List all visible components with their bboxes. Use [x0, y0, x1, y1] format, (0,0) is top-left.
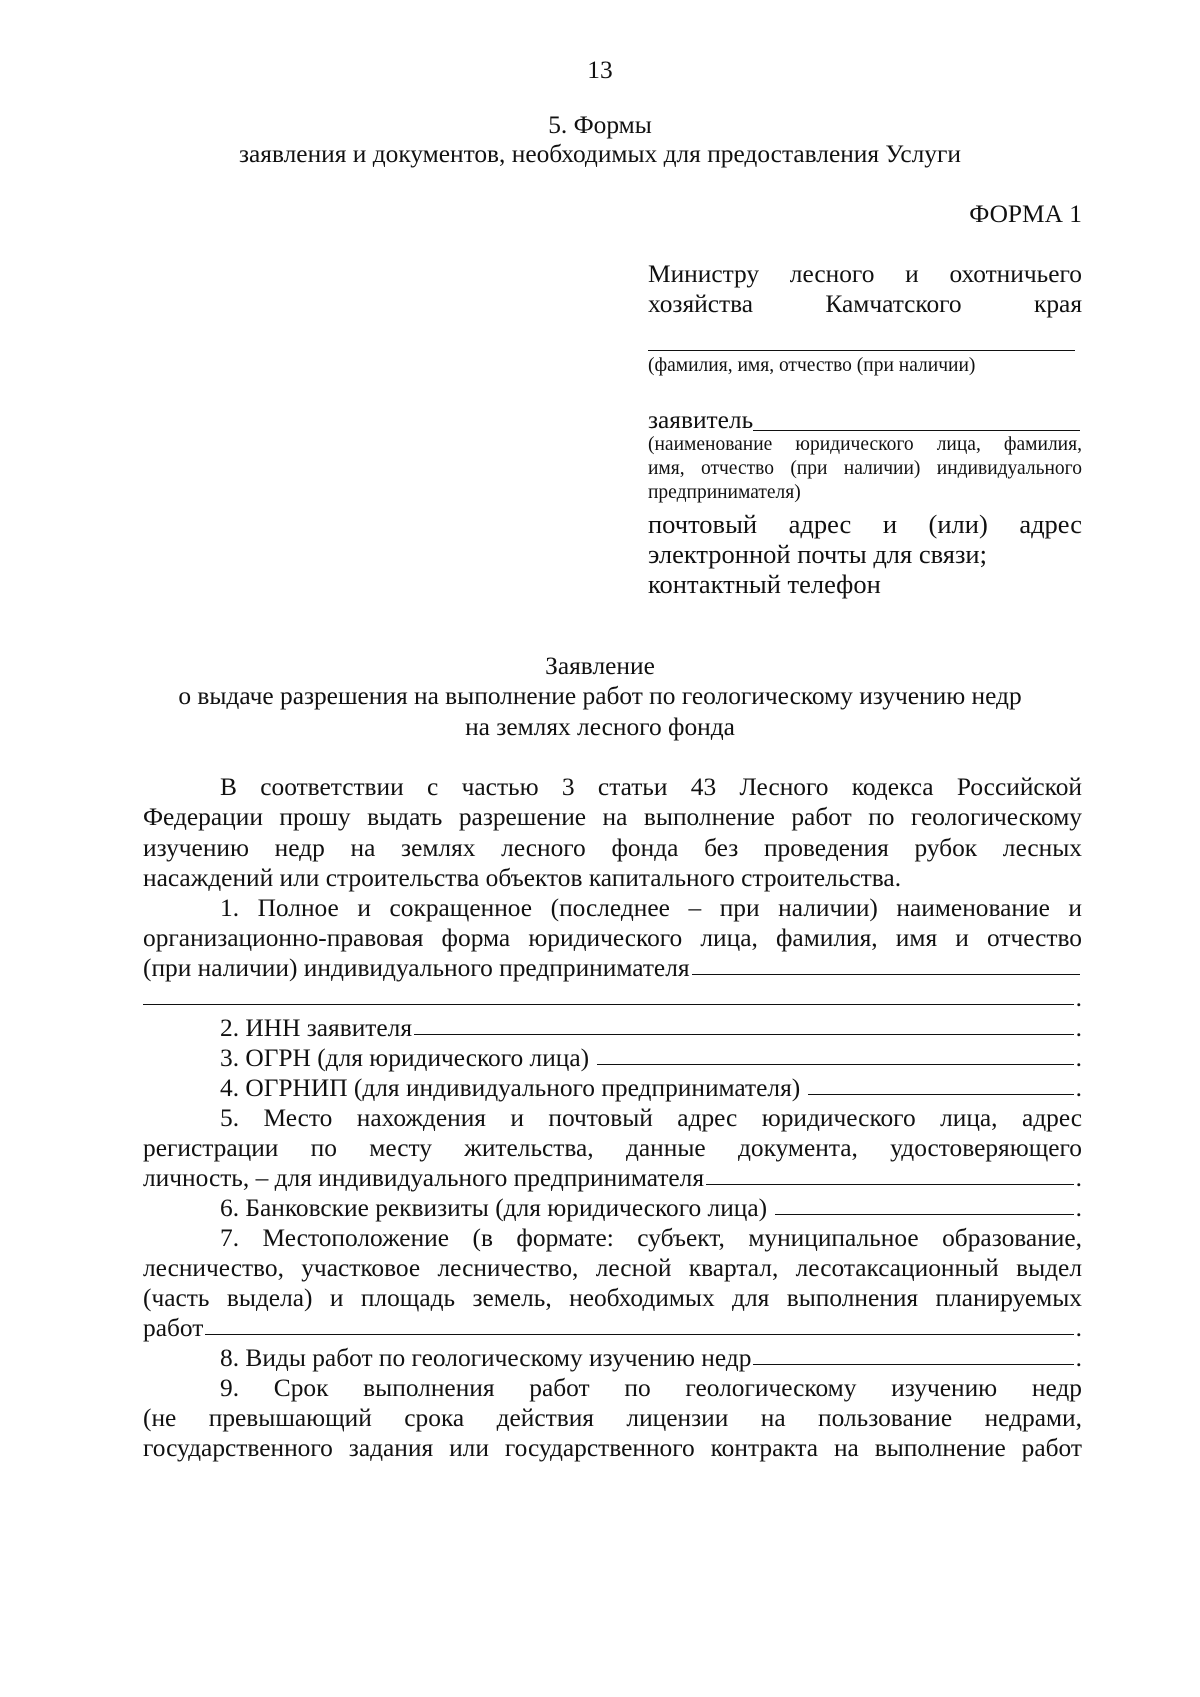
contact-line-3: контактный телефон: [648, 569, 881, 599]
contact-line-1: [648, 511, 1082, 538]
item1-line-2: организационно-правовая форма юридического лица, фамилия, имя и отчество: [143, 924, 1082, 952]
item6-text: 6. Банковские реквизиты (для юридического лица): [220, 1194, 768, 1222]
item5-line-3: [143, 1166, 1082, 1191]
period: .: [1075, 1164, 1082, 1192]
addressee-word: Министру: [648, 260, 760, 288]
applicant-label: заявитель: [648, 406, 754, 434]
item4-text: 4. ОГРНИП (для индивидуального предпринимателя): [220, 1074, 801, 1102]
item4-line: [220, 1076, 1082, 1101]
item6-blank[interactable]: [775, 1214, 1074, 1215]
item1-blank[interactable]: [692, 974, 1080, 975]
period: .: [1075, 1044, 1082, 1072]
applicant-hint-line-1: [648, 435, 1082, 455]
item1-text: (при наличии) индивидуального предпринимателя: [143, 954, 690, 982]
item3-line: [220, 1046, 1082, 1071]
item2-line: [220, 1016, 1082, 1041]
item3-text: 3. ОГРН (для юридического лица): [220, 1044, 590, 1072]
item6-line: [220, 1196, 1082, 1221]
statement-subtitle-1: о выдаче разрешения на выполнение работ по геологическому изучению недр: [178, 682, 1022, 710]
form-label: ФОРМА 1: [969, 200, 1082, 228]
item7-line-1: 7. Местоположение (в формате: субъект, муниципальное образование,: [220, 1224, 1082, 1252]
hint-word: (при: [790, 458, 828, 479]
item1-line-1: 1. Полное и сокращенное (последнее – при наличии) наименование и: [220, 894, 1082, 922]
intro-line-3: изучению недр на землях лесного фонда без проведения рубок лесных: [143, 834, 1082, 862]
intro-line-2: Федерации прошу выдать разрешение на выполнение работ по геологическому: [143, 803, 1082, 831]
item2-text: 2. ИНН заявителя: [220, 1014, 413, 1042]
applicant-line: [648, 408, 1082, 433]
item2-blank[interactable]: [414, 1034, 1074, 1035]
addressee-word: лесного: [789, 260, 875, 288]
fio-blank-line[interactable]: [648, 350, 1075, 351]
addressee-line-2: [648, 292, 1082, 317]
statement-subtitle-2: на землях лесного фонда: [465, 713, 735, 741]
applicant-hint-line-2: [648, 459, 1082, 479]
contact-word: почтовый: [648, 509, 758, 539]
addressee-word: края: [1034, 290, 1082, 318]
intro-line-4: насаждений или строительства объектов капитального строительства.: [143, 864, 902, 892]
item7-line-2: лесничество, участковое лесничество, лесной квартал, лесотаксационный выдел: [143, 1254, 1082, 1282]
item7-blank[interactable]: [205, 1334, 1073, 1335]
item3-blank[interactable]: [597, 1064, 1074, 1065]
applicant-hint-line-3: предпринимателя): [648, 482, 801, 503]
addressee-word: охотничьего: [949, 260, 1082, 288]
period: .: [1075, 1014, 1082, 1042]
fio-hint: (фамилия, имя, отчество (при наличии): [648, 355, 976, 376]
item9-line-2: (не превышающий срока действия лицензии на пользование недрами,: [143, 1404, 1082, 1432]
item8-line: [220, 1346, 1082, 1371]
contact-word: адрес: [1019, 509, 1082, 539]
contact-word: (или): [928, 509, 988, 539]
page-number: 13: [587, 56, 613, 84]
statement-title: Заявление: [545, 652, 655, 680]
item8-blank[interactable]: [753, 1364, 1073, 1365]
section-title: 5. Формы: [548, 111, 652, 139]
item5-line-1: 5. Место нахождения и почтовый адрес юридического лица, адрес: [220, 1104, 1082, 1132]
hint-word: (наименование: [648, 434, 773, 455]
hint-word: наличии): [843, 458, 921, 479]
addressee-word: Камчатского: [825, 290, 962, 318]
item9-line-3: государственного задания или государственного контракта на выполнение работ: [143, 1434, 1082, 1462]
addressee-line-1: [648, 262, 1082, 287]
period: .: [1075, 1074, 1082, 1102]
item5-line-2: регистрации по месту жительства, данные документа, удостоверяющего: [143, 1134, 1082, 1162]
hint-word: имя,: [648, 458, 685, 479]
addressee-word: и: [905, 260, 919, 288]
period: .: [1075, 984, 1082, 1012]
intro-line-1: В соответствии с частью 3 статьи 43 Лесного кодекса Российской: [220, 773, 1082, 801]
contact-word: и: [882, 509, 897, 539]
period: .: [1075, 1194, 1082, 1222]
hint-word: лица,: [936, 434, 981, 455]
item1-line-4: [143, 986, 1082, 1011]
item1-line-3: [143, 956, 1082, 981]
addressee-word: хозяйства: [648, 290, 754, 318]
period: .: [1075, 1314, 1082, 1342]
item5-text: личность, – для индивидуального предпринимателя: [143, 1164, 705, 1192]
item7-line-4: [143, 1316, 1082, 1341]
applicant-blank[interactable]: [753, 430, 1080, 431]
hint-word: юридического: [795, 434, 914, 455]
hint-word: индивидуального: [936, 458, 1082, 479]
hint-word: фамилия,: [1003, 434, 1082, 455]
contact-word: адрес: [788, 509, 852, 539]
hint-word: отчество: [700, 458, 774, 479]
item8-text: 8. Виды работ по геологическому изучению недр: [220, 1344, 752, 1372]
item7-line-3: (часть выдела) и площадь земель, необходимых для выполнения планируемых: [143, 1284, 1082, 1312]
item5-blank[interactable]: [706, 1184, 1074, 1185]
period: .: [1075, 1344, 1082, 1372]
section-subtitle: заявления и документов, необходимых для предоставления Услуги: [239, 140, 961, 168]
item4-blank[interactable]: [808, 1094, 1073, 1095]
contact-line-2: электронной почты для связи;: [648, 539, 987, 569]
item9-line-1: 9. Срок выполнения работ по геологическому изучению недр: [220, 1374, 1082, 1402]
item1-blank-2[interactable]: [143, 1004, 1074, 1005]
item7-text: работ: [143, 1314, 204, 1342]
